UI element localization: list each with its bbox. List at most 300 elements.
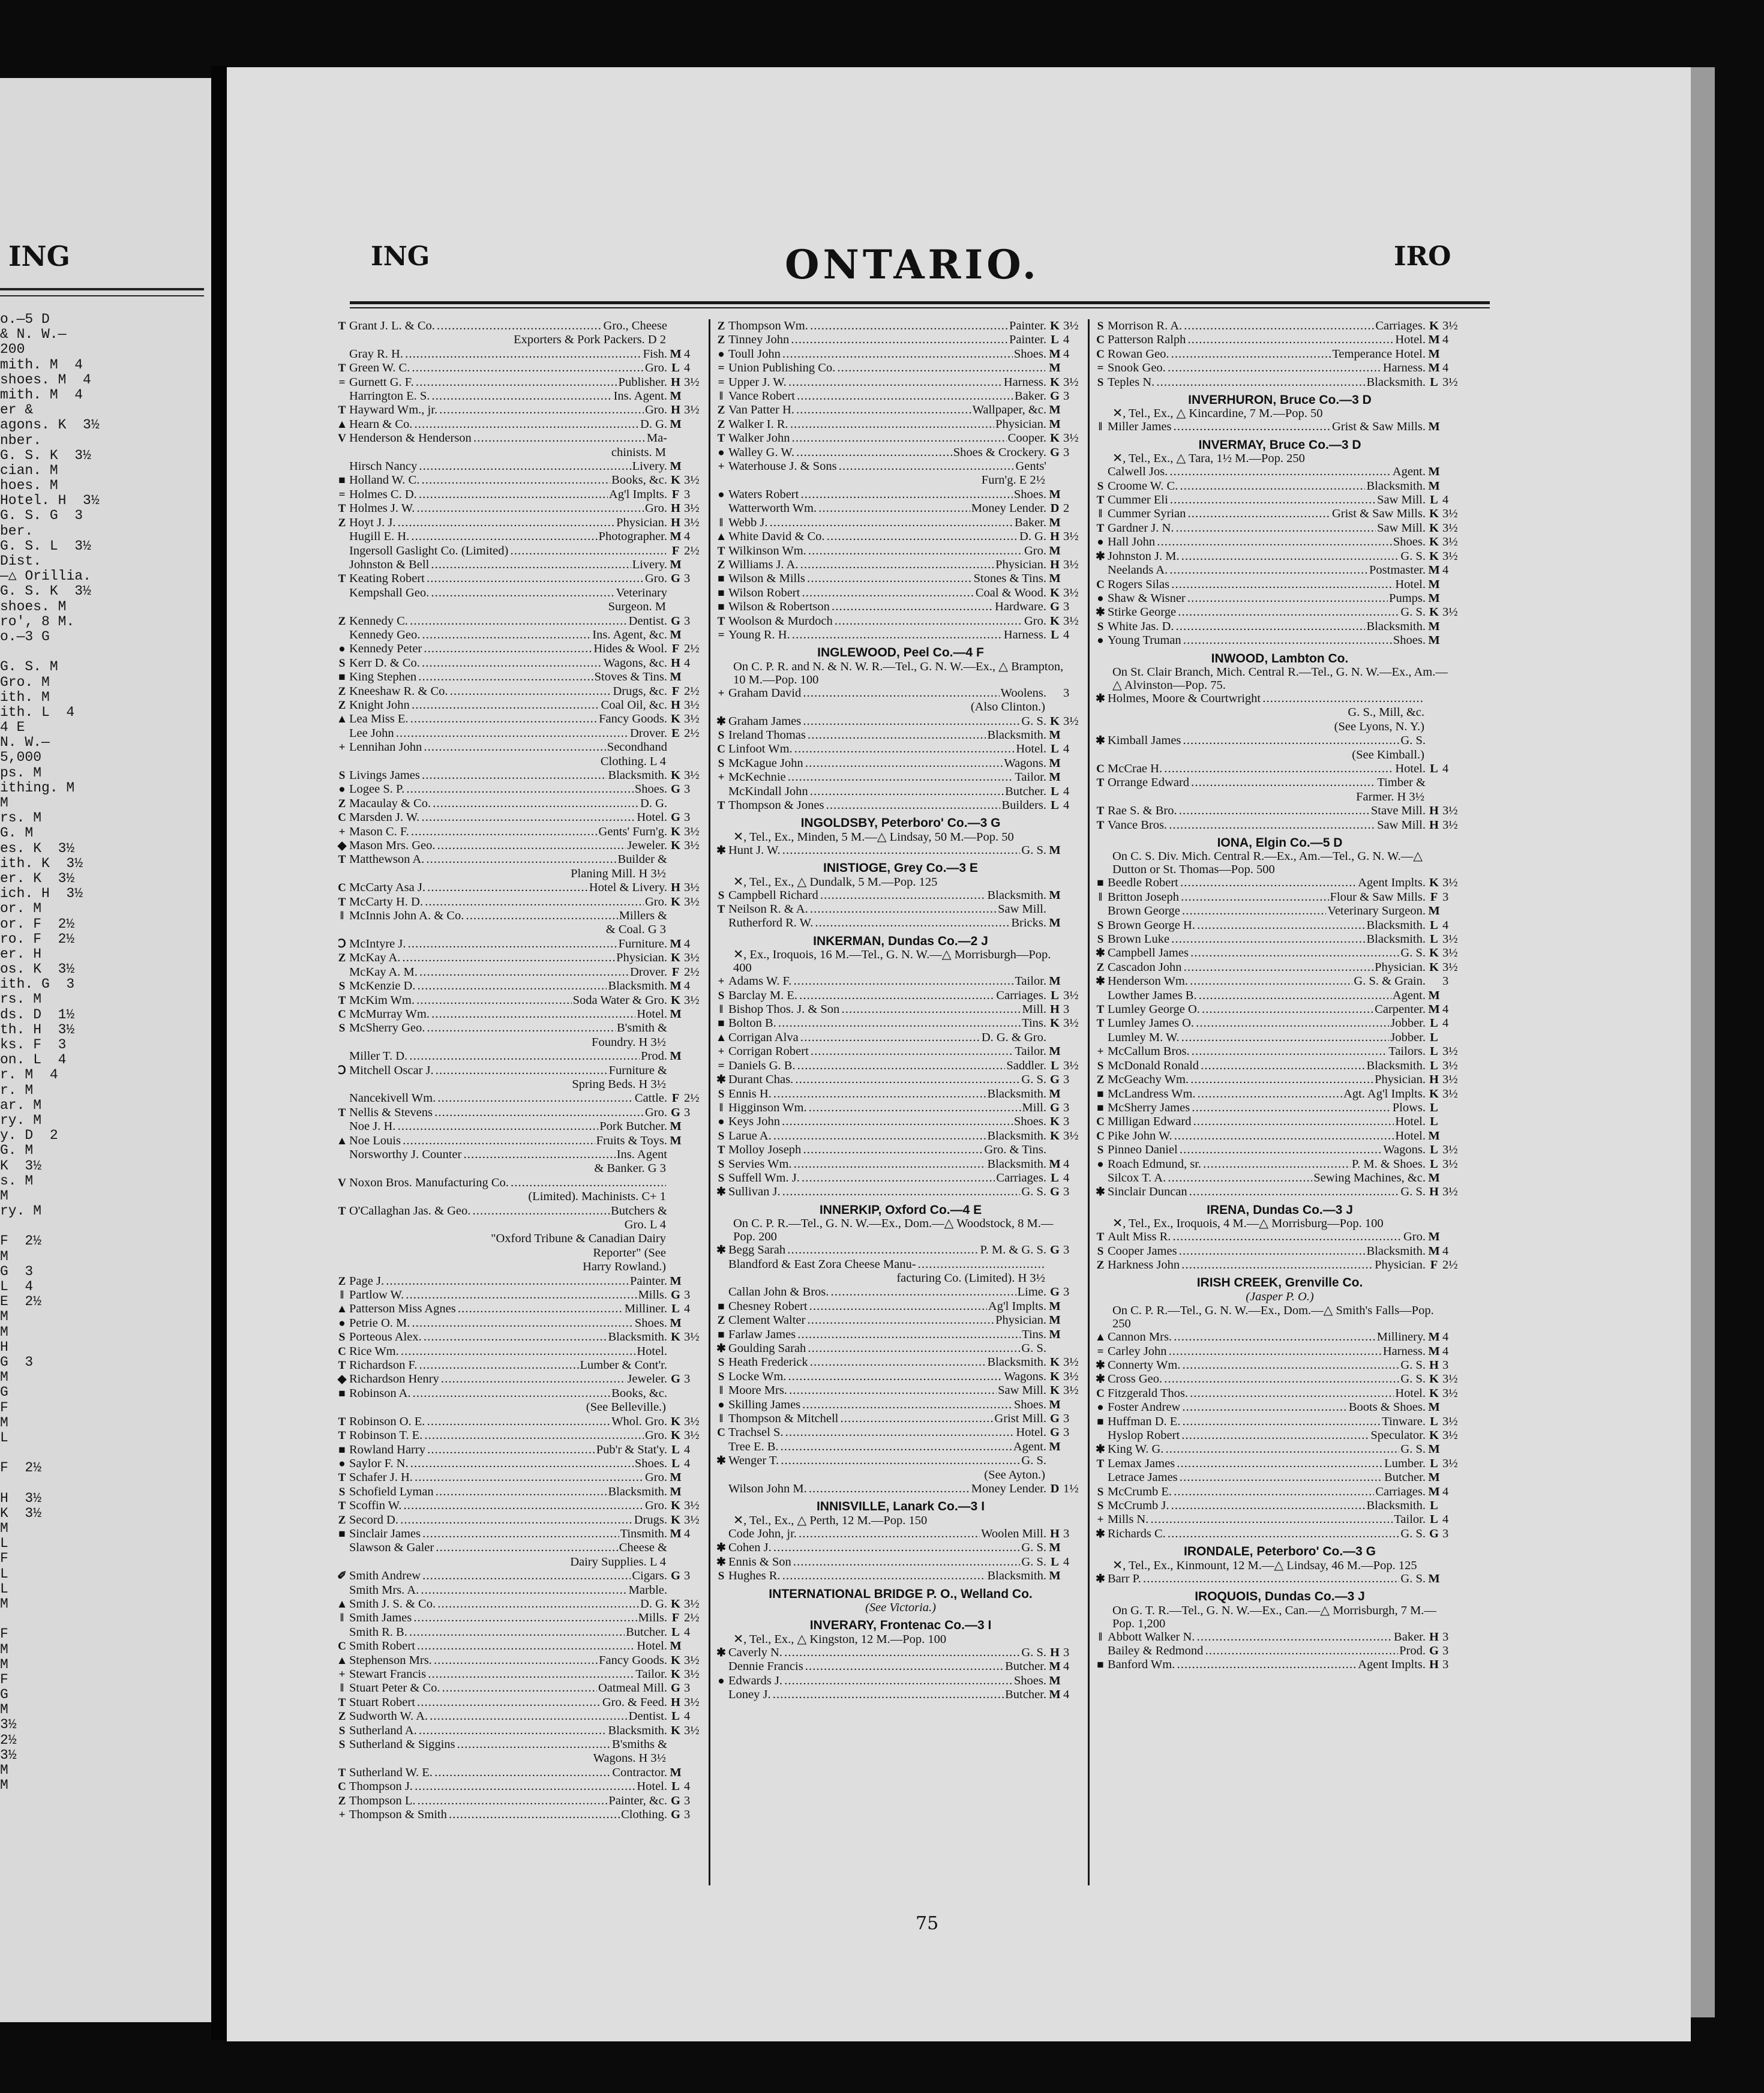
credit-rating: K bbox=[1429, 1087, 1439, 1101]
directory-entry bbox=[1093, 1101, 1466, 1115]
directory-entry bbox=[335, 389, 708, 403]
pecuniary-rating: 3 bbox=[1063, 445, 1070, 459]
business-name: O'Callaghan Jas. & Geo. . . . bbox=[349, 1204, 610, 1218]
directory-entry bbox=[1093, 1171, 1466, 1185]
column-divider bbox=[709, 319, 710, 1885]
business-type: Butcher. bbox=[1005, 1660, 1046, 1674]
credit-rating: L bbox=[1051, 742, 1059, 756]
left-page-line: mith. M 4 bbox=[0, 356, 83, 373]
running-head-left: ING bbox=[371, 241, 430, 272]
pecuniary-rating: 3 bbox=[1063, 1073, 1070, 1087]
business-name: McKay A. M. . . . bbox=[349, 965, 629, 979]
directory-entry bbox=[335, 979, 708, 993]
directory-entry bbox=[1093, 1359, 1466, 1372]
left-page-line: N. W.— bbox=[0, 734, 50, 751]
business-type: Jobber. bbox=[1390, 1016, 1426, 1030]
business-type: Drover. bbox=[629, 726, 667, 740]
pecuniary-rating: 3½ bbox=[1063, 1059, 1079, 1072]
pecuniary-rating: 2 bbox=[1063, 502, 1070, 515]
business-name: Logee S. P. . . . bbox=[349, 782, 634, 796]
credit-rating: G bbox=[1050, 1185, 1060, 1199]
business-name: McCarty H. D. . . . bbox=[349, 895, 644, 909]
pecuniary-rating: 3½ bbox=[684, 502, 700, 515]
business-type: Agt. Ag'l Implts. bbox=[1343, 1087, 1426, 1101]
left-page-line: ith. K 3½ bbox=[0, 855, 83, 871]
credit-rating: M bbox=[670, 557, 682, 571]
left-page-line: M bbox=[0, 1641, 8, 1657]
directory-entry bbox=[335, 909, 708, 923]
trade-symbol: S bbox=[338, 1738, 346, 1752]
business-name: Kennedy Geo. . . . bbox=[349, 628, 591, 642]
left-page-line bbox=[0, 1476, 210, 1491]
trade-symbol: S bbox=[718, 989, 725, 1002]
directory-entry bbox=[335, 825, 708, 839]
left-page-line: L bbox=[0, 1536, 8, 1552]
directory-entry bbox=[714, 1185, 1087, 1199]
directory-entry bbox=[335, 685, 708, 698]
business-name: Silcox T. A. . . . bbox=[1108, 1171, 1312, 1185]
business-type: Tailor. bbox=[635, 1668, 667, 1681]
credit-rating: M bbox=[670, 417, 682, 431]
left-page-rule-thin bbox=[0, 295, 204, 296]
business-name: Huffman D. E. . . . bbox=[1108, 1415, 1381, 1429]
business-name: Holmes, Moore & Courtwright . . . bbox=[1108, 692, 1424, 706]
trade-symbol: T bbox=[338, 1106, 346, 1119]
directory-entry bbox=[1093, 465, 1466, 479]
left-page-line bbox=[0, 1446, 210, 1461]
trade-symbol: T bbox=[338, 1429, 346, 1443]
credit-rating: L bbox=[1430, 918, 1438, 932]
business-type: Woolen Mill. bbox=[981, 1527, 1046, 1540]
credit-rating: L bbox=[1430, 1045, 1438, 1059]
pecuniary-rating: 4 bbox=[1442, 1330, 1449, 1344]
credit-rating: M bbox=[1428, 1129, 1440, 1143]
credit-rating: M bbox=[1049, 1660, 1061, 1674]
credit-rating: M bbox=[670, 1134, 682, 1147]
pecuniary-rating: 4 bbox=[1442, 1513, 1449, 1527]
trade-symbol: ■ bbox=[338, 1387, 346, 1400]
business-type: Butcher. bbox=[1005, 784, 1046, 798]
directory-entry bbox=[714, 1101, 1087, 1115]
business-type: Drugs. bbox=[634, 1513, 667, 1527]
directory-entry bbox=[335, 1808, 708, 1822]
credit-rating: K bbox=[671, 1597, 680, 1611]
credit-rating: M bbox=[1049, 417, 1061, 431]
left-page-line: L bbox=[0, 1429, 8, 1446]
credit-rating: H bbox=[671, 1695, 680, 1709]
business-type: Blacksmith. bbox=[1366, 1244, 1426, 1258]
credit-rating: K bbox=[1050, 714, 1060, 728]
credit-rating: H bbox=[671, 375, 680, 389]
credit-rating: F bbox=[671, 642, 680, 656]
town-info: ✕, Tel., Ex., Minden, 5 M.—△ Lindsay, 50 M.—Pop. 50 bbox=[733, 830, 1014, 844]
directory-entry bbox=[1093, 578, 1466, 592]
town-info: ✕, Tel., Ex., △ Tara, 1½ M.—Pop. 250 bbox=[1112, 452, 1305, 466]
credit-rating: L bbox=[1051, 1059, 1059, 1072]
business-name: Ennis H. . . . bbox=[728, 1087, 986, 1101]
business-type: Hotel & Livery. bbox=[589, 881, 667, 895]
entry-continuation: Foundry. H 3½ bbox=[592, 1035, 666, 1049]
business-type: Tins. bbox=[1022, 1016, 1046, 1030]
business-type: Blacksmith. bbox=[608, 1723, 667, 1737]
credit-rating: H bbox=[1050, 1645, 1060, 1659]
pecuniary-rating: 3½ bbox=[1063, 1129, 1079, 1143]
directory-entry bbox=[1093, 876, 1466, 890]
trade-symbol: C bbox=[1096, 1116, 1105, 1129]
credit-rating: L bbox=[1430, 1157, 1438, 1171]
business-name: Suffell Wm. J. . . . bbox=[728, 1171, 995, 1185]
directory-entry bbox=[335, 1064, 708, 1078]
credit-rating: L bbox=[671, 1780, 680, 1794]
credit-rating: K bbox=[1429, 960, 1439, 974]
business-type: Gro. bbox=[644, 502, 667, 515]
trade-symbol: C bbox=[717, 743, 725, 756]
trade-symbol: Ↄ bbox=[338, 937, 346, 950]
business-name: Cohen J. . . . bbox=[728, 1541, 1020, 1555]
business-name: Patterson Ralph . . . bbox=[1108, 333, 1394, 347]
credit-rating: M bbox=[1049, 770, 1061, 784]
left-page-line: 3½ bbox=[0, 1717, 17, 1733]
left-page-line: G. M bbox=[0, 1143, 34, 1159]
left-page-line: ber. bbox=[0, 523, 42, 539]
trade-symbol: ● bbox=[1097, 1401, 1104, 1414]
trade-symbol: ✱ bbox=[716, 844, 726, 857]
business-type: Wagons. bbox=[1004, 1369, 1046, 1383]
business-type: G. S. bbox=[1021, 1454, 1046, 1468]
business-type: Marble. bbox=[628, 1583, 667, 1597]
directory-entry bbox=[714, 1384, 1087, 1398]
left-page-line bbox=[0, 1612, 210, 1627]
credit-rating: G bbox=[1050, 1073, 1060, 1087]
trade-symbol: V bbox=[338, 1176, 346, 1189]
directory-entry bbox=[714, 1660, 1087, 1674]
business-type: Money Lender. bbox=[971, 502, 1046, 515]
left-page-line: y. D 2 bbox=[0, 1128, 58, 1144]
directory-entry bbox=[1093, 1016, 1466, 1030]
business-type: D. G. bbox=[640, 417, 667, 431]
business-type: Blacksmith. bbox=[1366, 619, 1426, 633]
pecuniary-rating: 3½ bbox=[1442, 1456, 1458, 1470]
directory-entry bbox=[1093, 1003, 1466, 1016]
business-type: Grist & Saw Mills. bbox=[1331, 507, 1426, 521]
business-type: Tailor. bbox=[1015, 974, 1046, 988]
trade-symbol: T bbox=[338, 853, 346, 866]
credit-rating: K bbox=[671, 769, 680, 782]
business-name: Watterworth Wm. . . . bbox=[728, 502, 970, 515]
directory-entry bbox=[1093, 946, 1466, 960]
directory-entry bbox=[335, 1584, 708, 1597]
directory-entry bbox=[1093, 1471, 1466, 1485]
business-type: Blacksmith. bbox=[1366, 1499, 1426, 1513]
credit-rating: K bbox=[671, 951, 680, 965]
running-head-right: IRO bbox=[1394, 241, 1451, 272]
left-page-line: ich. H 3½ bbox=[0, 886, 83, 902]
trade-symbol: ✱ bbox=[1096, 1443, 1105, 1456]
credit-rating: M bbox=[1428, 347, 1440, 361]
credit-rating: L bbox=[1430, 1030, 1438, 1044]
directory-entry bbox=[1093, 692, 1466, 706]
directory-entry bbox=[335, 895, 708, 909]
business-type: Dentist. bbox=[628, 1710, 667, 1723]
credit-rating: K bbox=[1429, 876, 1439, 890]
business-name: Britton Joseph . . . bbox=[1108, 890, 1329, 904]
trade-symbol: ✱ bbox=[716, 1244, 726, 1257]
business-name: Beedle Robert . . . bbox=[1108, 876, 1357, 890]
directory-entry bbox=[714, 757, 1087, 770]
business-name: Hirsch Nancy . . . bbox=[349, 460, 631, 473]
directory-entry bbox=[335, 811, 708, 824]
business-name: Green W. C. . . . bbox=[349, 361, 644, 375]
pecuniary-rating: 4 bbox=[1063, 333, 1070, 347]
business-type: Ins. Agent bbox=[616, 1147, 667, 1161]
pecuniary-rating: 3 bbox=[1442, 890, 1449, 904]
trade-symbol: T bbox=[1096, 1231, 1105, 1244]
business-type: G. S. bbox=[1400, 1443, 1426, 1456]
business-type: Physician. bbox=[995, 417, 1046, 431]
credit-rating: M bbox=[1428, 1330, 1440, 1344]
pecuniary-rating: 4 bbox=[1063, 628, 1070, 641]
trade-symbol: ■ bbox=[718, 1328, 725, 1341]
trade-symbol: C bbox=[1096, 347, 1105, 361]
pecuniary-rating: 3½ bbox=[684, 698, 700, 712]
town-heading: INVERARY, Frontenac Co.—3 I bbox=[809, 1618, 992, 1633]
credit-rating: G bbox=[671, 1681, 680, 1695]
pecuniary-rating: 3 bbox=[1442, 1658, 1449, 1672]
directory-entry bbox=[335, 994, 708, 1007]
entry-continuation: Reporter" (See bbox=[593, 1246, 666, 1260]
pecuniary-rating: 3½ bbox=[684, 403, 700, 417]
business-name: Clement Walter . . . bbox=[728, 1314, 994, 1327]
trade-symbol: ◆ bbox=[337, 1373, 347, 1386]
directory-entry bbox=[714, 1688, 1087, 1702]
business-type: Lumber & Cont'r. bbox=[580, 1359, 667, 1372]
directory-entry bbox=[1093, 1258, 1466, 1272]
credit-rating: M bbox=[1428, 420, 1440, 434]
directory-entry bbox=[1093, 479, 1466, 493]
business-type: Furniture. bbox=[618, 937, 667, 950]
business-name: Thompson & Jones . . . bbox=[728, 799, 1000, 812]
business-type: G. S. bbox=[1400, 946, 1426, 960]
business-name: Thompson & Smith . . . bbox=[349, 1808, 620, 1822]
credit-rating: G bbox=[1429, 1644, 1439, 1657]
business-name: Marsden J. W. . . . bbox=[349, 811, 635, 824]
credit-rating: G bbox=[671, 572, 680, 586]
credit-rating: K bbox=[1429, 507, 1439, 521]
pecuniary-rating: 4 bbox=[684, 1780, 691, 1794]
pecuniary-rating: 3½ bbox=[1063, 375, 1079, 389]
credit-rating: M bbox=[1428, 563, 1440, 577]
left-page-line: M bbox=[0, 1656, 8, 1672]
directory-entry bbox=[714, 1412, 1087, 1426]
pecuniary-rating: 2½ bbox=[684, 544, 700, 557]
business-type: Blacksmith. bbox=[987, 1569, 1046, 1583]
trade-symbol: Z bbox=[338, 952, 346, 965]
trade-symbol: T bbox=[717, 544, 725, 557]
trade-symbol: = bbox=[1097, 362, 1104, 375]
business-name: Gray R. H. . . . bbox=[349, 347, 642, 361]
business-type: Butcher. bbox=[1005, 1687, 1046, 1701]
trade-symbol: ■ bbox=[1097, 1087, 1104, 1101]
trade-symbol: ▲ bbox=[1094, 1331, 1106, 1344]
business-name: McInnis John A. & Co. . . . bbox=[349, 909, 618, 923]
pecuniary-rating: 3½ bbox=[1442, 1372, 1458, 1386]
business-name: McSherry Geo. . . . bbox=[349, 1021, 616, 1035]
left-page-line: G. S. L 3½ bbox=[0, 538, 91, 554]
business-type: Hotel. bbox=[1395, 1386, 1426, 1400]
directory-entry bbox=[714, 770, 1087, 784]
business-name: Callan John & Bros. . . . bbox=[728, 1285, 1016, 1299]
business-name: Calwell Jos. . . . bbox=[1108, 465, 1391, 479]
directory-entry bbox=[335, 1345, 708, 1359]
directory-entry bbox=[335, 1626, 708, 1639]
business-type: Saw Mill. bbox=[998, 1384, 1046, 1398]
town-info: On C. P. R.—Tel., G. N. W.—Ex., Dom.—△ Smith's Falls—Pop. 250 bbox=[1112, 1304, 1434, 1331]
business-type: G. S. bbox=[1021, 1555, 1046, 1569]
page-title: ONTARIO. bbox=[785, 241, 1040, 288]
left-page-rule bbox=[0, 288, 204, 290]
left-page-line: Gro. M bbox=[0, 674, 50, 690]
left-page-line: Dist. bbox=[0, 553, 42, 569]
town-heading: IROQUOIS, Dundas Co.—3 J bbox=[1195, 1590, 1365, 1604]
business-type: Sewing Machines, &c. bbox=[1313, 1171, 1426, 1185]
entry-continuation: (See Kimball.) bbox=[1352, 748, 1424, 761]
business-type: Timber & bbox=[1377, 776, 1426, 790]
credit-rating: G bbox=[671, 811, 680, 824]
directory-entry bbox=[335, 1569, 708, 1583]
credit-rating: H bbox=[1429, 804, 1439, 818]
trade-symbol: T bbox=[338, 1359, 346, 1372]
credit-rating: H bbox=[671, 403, 680, 417]
credit-rating: M bbox=[670, 347, 682, 361]
business-name: Kempshall Geo. . . . bbox=[349, 586, 615, 600]
left-page-line bbox=[0, 644, 210, 659]
credit-rating: M bbox=[670, 530, 682, 544]
business-name: Harrington E. S. . . . bbox=[349, 389, 613, 403]
left-page-line: M bbox=[0, 1369, 8, 1386]
directory-entry bbox=[714, 516, 1087, 530]
left-page-line: K 3½ bbox=[0, 1158, 42, 1174]
left-page-line: F bbox=[0, 1551, 8, 1567]
pecuniary-rating: 3½ bbox=[1442, 1087, 1458, 1101]
business-type: Saw Mill. bbox=[1377, 521, 1426, 535]
pecuniary-rating: 3 bbox=[684, 1569, 691, 1583]
trade-symbol: ◆ bbox=[337, 839, 347, 853]
directory-entry bbox=[335, 1639, 708, 1653]
credit-rating: K bbox=[1050, 431, 1060, 445]
left-page-line: on. L 4 bbox=[0, 1052, 67, 1068]
pecuniary-rating: 3½ bbox=[684, 1695, 700, 1709]
business-name: McCrumb J. . . . bbox=[1108, 1499, 1365, 1513]
business-type: Hotel. bbox=[637, 1639, 667, 1653]
left-page-line: H bbox=[0, 1339, 8, 1355]
trade-symbol: + bbox=[718, 460, 725, 473]
business-name: Cascadon John . . . bbox=[1108, 961, 1373, 974]
trade-symbol: = bbox=[718, 1059, 725, 1072]
pecuniary-rating: 3½ bbox=[684, 951, 700, 965]
business-name: Richardson Henry . . . bbox=[349, 1372, 626, 1386]
pecuniary-rating: 3 bbox=[684, 1794, 691, 1807]
business-name: Mason C. F. . . . bbox=[349, 825, 598, 839]
business-name: Goulding Sarah . . . bbox=[728, 1342, 1020, 1356]
entry-continuation: (Also Clinton.) bbox=[970, 700, 1045, 714]
credit-rating: K bbox=[671, 1414, 680, 1428]
credit-rating: K bbox=[1429, 549, 1439, 563]
directory-entry bbox=[335, 965, 708, 979]
business-name: Carley John . . . bbox=[1108, 1345, 1382, 1359]
credit-rating: K bbox=[1429, 319, 1439, 332]
town-info: ✕, Ex., Iroquois, 16 M.—Tel., G. N. W.—△ Morrisburgh—Pop. 400 bbox=[733, 948, 1051, 975]
credit-rating: M bbox=[1049, 1299, 1061, 1313]
business-name: Kennedy Peter . . . bbox=[349, 642, 592, 656]
pecuniary-rating: 2½ bbox=[684, 1092, 700, 1105]
business-type: Blacksmith. bbox=[987, 1157, 1046, 1171]
business-type: Livery. bbox=[632, 460, 667, 473]
left-page-line: os. K 3½ bbox=[0, 961, 75, 977]
directory-entry bbox=[335, 347, 708, 361]
credit-rating: K bbox=[671, 1668, 680, 1681]
directory-entry bbox=[335, 1499, 708, 1513]
directory-entry bbox=[335, 839, 708, 853]
pecuniary-rating: 4 bbox=[1442, 333, 1449, 347]
trade-symbol: ■ bbox=[1097, 877, 1104, 890]
directory-entry bbox=[335, 1794, 708, 1808]
business-type: Furniture & bbox=[608, 1063, 667, 1077]
credit-rating: M bbox=[670, 1274, 682, 1288]
trade-symbol: S bbox=[718, 1087, 725, 1101]
business-type: Drover. bbox=[629, 965, 667, 979]
directory-entry bbox=[335, 403, 708, 417]
business-name: Wilson Robert . . . bbox=[728, 586, 974, 600]
pecuniary-rating: 3 bbox=[684, 782, 691, 796]
directory-entry bbox=[335, 502, 708, 515]
business-name: Brown George H. . . . bbox=[1108, 919, 1365, 932]
business-type: Dentist. bbox=[628, 614, 667, 628]
business-type: Butchers & bbox=[611, 1204, 667, 1218]
directory-entry bbox=[714, 1555, 1087, 1569]
business-name: King W. G. . . . bbox=[1108, 1443, 1399, 1456]
trade-symbol: + bbox=[718, 771, 725, 784]
trade-symbol: = bbox=[718, 628, 725, 641]
trade-symbol: Z bbox=[717, 404, 725, 417]
directory-entry bbox=[335, 1387, 708, 1401]
credit-rating: M bbox=[1049, 1157, 1061, 1171]
credit-rating: M bbox=[1428, 479, 1440, 493]
credit-rating: K bbox=[1050, 1384, 1060, 1398]
business-name: Caverly N. . . . bbox=[728, 1646, 1020, 1660]
trade-symbol: C bbox=[717, 1426, 725, 1440]
business-type: Shoes. bbox=[1393, 634, 1426, 647]
pecuniary-rating: 4 bbox=[684, 979, 691, 993]
trade-symbol: T bbox=[1096, 521, 1105, 535]
trade-symbol: Z bbox=[717, 418, 725, 431]
business-name: McLandress Wm. . . . bbox=[1108, 1087, 1342, 1101]
business-type: Gro. & Tins. bbox=[984, 1143, 1046, 1157]
trade-symbol: Z bbox=[338, 1275, 346, 1288]
business-name: Hyslop Robert . . . bbox=[1108, 1429, 1369, 1443]
business-name: Williams J. A. . . . bbox=[728, 558, 994, 572]
business-name: Larue A. . . . bbox=[728, 1129, 986, 1143]
business-name: Edwards J. . . . bbox=[728, 1674, 1013, 1688]
business-name: Patterson Miss Agnes . . . bbox=[349, 1302, 623, 1316]
business-type: Carpenter. bbox=[1375, 1003, 1426, 1016]
credit-rating: G bbox=[671, 1288, 680, 1302]
business-name: McKague John . . . bbox=[728, 757, 1003, 770]
credit-rating: K bbox=[1050, 375, 1060, 389]
trade-symbol: T bbox=[338, 572, 346, 586]
credit-rating: K bbox=[671, 895, 680, 908]
left-page-line: ar. M bbox=[0, 1097, 42, 1113]
business-type: Tinware. bbox=[1382, 1414, 1426, 1428]
